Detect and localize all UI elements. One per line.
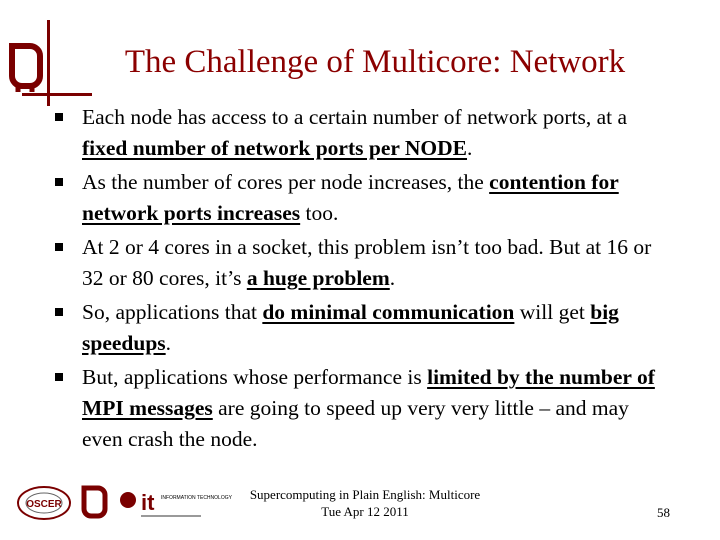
bullet-list bbox=[52, 102, 672, 458]
oscer-logo-text: OSCER bbox=[26, 499, 62, 510]
bullet-square-icon bbox=[55, 178, 63, 186]
bullet-text: But, applications whose performance is bbox=[82, 365, 428, 389]
bullet-text: will get bbox=[514, 300, 591, 324]
bullet-text: So, applications that bbox=[82, 300, 263, 324]
bullet-text: Each node has access to a certain number of network ports, at a bbox=[82, 105, 628, 129]
bullet-emphasis-text: big speedups bbox=[82, 300, 619, 355]
bullet-text: At 2 or 4 cores in a socket, this problem isn’t too bad. But at 16 or 32 or 80 cores, it’s bbox=[82, 235, 652, 290]
bullet-square-icon bbox=[55, 308, 63, 316]
bullet-emphasis-text: contention for network ports increases bbox=[82, 170, 619, 225]
footer-text bbox=[215, 486, 515, 520]
footer-line-1: Supercomputing in Plain English: Multicore bbox=[249, 487, 481, 502]
bullet-text: As the number of cores per node increases, the bbox=[82, 170, 490, 194]
bullet-item bbox=[52, 167, 672, 229]
bullet-text: . bbox=[467, 136, 473, 160]
bullet-emphasis-text: limited by the number of MPI messages bbox=[82, 365, 655, 420]
bullet-item bbox=[52, 362, 672, 455]
bullet-text: . bbox=[389, 266, 396, 290]
bullet-text: are going to speed up very very little – and may even crash the node. bbox=[82, 396, 629, 451]
bullet-item bbox=[52, 232, 672, 294]
oscer-logo bbox=[18, 487, 70, 519]
bullet-square-icon bbox=[55, 113, 63, 121]
bullet-square-icon bbox=[55, 373, 63, 381]
footer-line-2: Tue Apr 12 2011 bbox=[321, 504, 409, 519]
slide-title: The Challenge of Multicore: Network bbox=[124, 44, 626, 80]
bullet-item bbox=[52, 297, 672, 359]
bullet-square-icon bbox=[55, 243, 63, 251]
bullet-text: . bbox=[165, 331, 172, 355]
page-number: 58 bbox=[657, 505, 670, 520]
bullet-emphasis-text: do minimal communication bbox=[262, 300, 515, 324]
title-accent-horizontal-line bbox=[22, 93, 92, 96]
bullet-emphasis-text: a huge problem bbox=[246, 266, 390, 290]
it-logo-subtext: INFORMATION TECHNOLOGY bbox=[161, 495, 232, 501]
it-logo-text: it bbox=[141, 490, 155, 515]
ou-footer-logo bbox=[84, 488, 105, 516]
bullet-item bbox=[52, 102, 672, 164]
bullet-text: too. bbox=[300, 201, 339, 225]
footer-logos bbox=[16, 482, 232, 524]
bullet-emphasis-text: fixed number of network ports per NODE bbox=[82, 136, 468, 160]
